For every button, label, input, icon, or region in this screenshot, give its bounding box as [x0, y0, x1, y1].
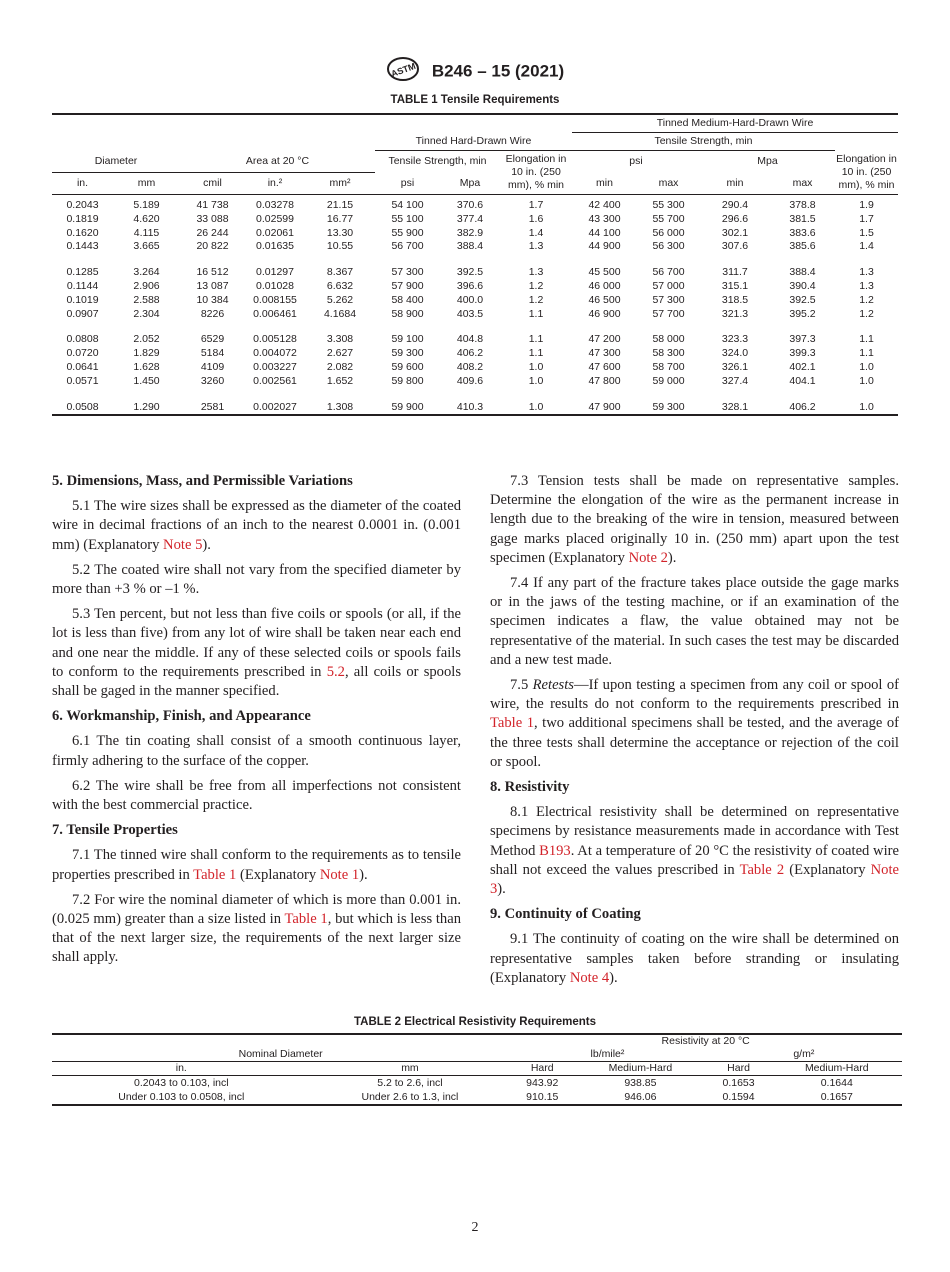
paragraph: [52, 561, 461, 599]
cross-reference-link[interactable]: Table 1: [193, 866, 237, 883]
table-cell: 59 900: [391, 400, 424, 413]
page-number: 2: [471, 1220, 479, 1235]
table-cell: 59 300: [391, 347, 424, 360]
table-cell: 1.2: [528, 293, 544, 306]
table-cell: 58 900: [391, 307, 424, 320]
table-cell: 13.30: [326, 226, 354, 239]
resistivity-header: Resistivity at 20 °C: [661, 1035, 750, 1047]
table-cell: 5184: [200, 347, 225, 360]
table-cell: 0.008155: [253, 293, 297, 306]
table-cell: 1.0: [859, 400, 874, 413]
unit-header: in.²: [267, 176, 283, 189]
table-cell: 4.115: [133, 226, 160, 239]
table-cell: 943.92: [526, 1077, 559, 1089]
table-cell: 0.1144: [66, 279, 99, 292]
unit-header: max: [792, 176, 813, 189]
text-segment: 5.2 The coated wire shall not vary from the specified diameter by more than +3 % or –1 %.: [52, 561, 461, 598]
table-cell: 42 400: [588, 199, 621, 211]
table-cell: 4.620: [133, 212, 160, 225]
column-header: mm: [401, 1062, 419, 1074]
table-cell: 6.632: [326, 279, 354, 292]
table-cell: 0.005128: [253, 333, 297, 346]
text-segment: ).: [497, 881, 506, 898]
table-row: [52, 294, 898, 308]
cross-reference-link[interactable]: Note 4: [569, 969, 610, 986]
table-cell: 59 300: [652, 400, 685, 413]
table-cell: 3.264: [133, 266, 160, 279]
unit-header: mm: [137, 176, 156, 189]
mpa-group-header: Mpa: [757, 155, 778, 168]
text-segment: ).: [609, 969, 618, 986]
table-cell: 4109: [200, 360, 225, 373]
table-cell: 0.006461: [253, 307, 297, 320]
table2-caption: TABLE 2 Electrical Resistivity Requirements: [353, 1016, 596, 1028]
table-cell: 328.1: [721, 400, 749, 413]
paragraph: [490, 472, 899, 568]
tensile-requirements-table: [52, 113, 898, 416]
table-cell: 406.2: [456, 347, 484, 360]
table-cell: 404.8: [456, 333, 484, 346]
text-segment: 5.1 The wire sizes shall be expressed as the diameter of the coated wire in decimal fractions of an inch to the nearest 0.0001 in. (0.001 mm) (Explanatory: [52, 498, 461, 553]
paragraph: [490, 676, 899, 772]
table-cell: 395.2: [789, 307, 816, 320]
table-cell: 1.3: [859, 279, 874, 292]
table-cell: 1.2: [859, 293, 874, 306]
medium-hard-group-header: Tinned Medium-Hard-Drawn Wire: [572, 114, 898, 133]
table-cell: 16 512: [196, 266, 229, 279]
table-cell: 400.0: [456, 293, 484, 306]
table-cell: 58 400: [391, 293, 424, 306]
text-segment: 8. Resistivity: [490, 779, 570, 796]
table-cell: 56 700: [652, 266, 685, 279]
table-cell: 378.8: [789, 199, 816, 211]
table-row: [52, 375, 898, 389]
table-cell: 1.9: [859, 199, 874, 211]
table-cell: 5.2 to 2.6, incl: [377, 1077, 443, 1089]
unit-header: cmil: [203, 176, 222, 189]
text-segment: 7.2 For wire the nominal diameter of which is more than 0.001 in. (0.025 mm) greater than a size listed in: [52, 891, 461, 928]
text-segment: , but which is less than that of the next larger size, the requirements of the next larger size shall apply.: [52, 911, 461, 966]
table-cell: 1.0: [528, 360, 544, 373]
psi-group-header: psi: [629, 155, 643, 168]
table-cell: 0.0720: [66, 347, 99, 360]
text-segment: 7. Tensile Properties: [52, 822, 178, 839]
section-heading: [490, 905, 899, 924]
table-cell: 47 900: [588, 400, 621, 413]
table-cell: 59 100: [391, 333, 424, 346]
table-cell: 2.906: [133, 279, 160, 292]
table-cell: 59 000: [652, 374, 685, 387]
table-cell: 323.3: [721, 333, 749, 346]
table-cell: 21.15: [326, 199, 354, 211]
table-cell: 1.1: [859, 347, 874, 360]
group-spacer: [52, 389, 898, 401]
table-cell: 383.6: [789, 226, 816, 239]
table-cell: 46 500: [588, 293, 621, 306]
table-cell: 58 300: [652, 347, 685, 360]
table-cell: 399.3: [789, 347, 816, 360]
table-cell: 59 600: [391, 360, 424, 373]
table-cell: 56 000: [652, 226, 685, 239]
paragraph: [52, 497, 461, 555]
table-cell: 402.1: [789, 360, 816, 373]
cross-reference-link[interactable]: Note 1: [319, 866, 360, 883]
table-cell: 0.0641: [66, 360, 99, 373]
table-cell: 4.1684: [323, 307, 357, 320]
table-cell: 3.665: [133, 240, 160, 253]
table-cell: 55 900: [391, 226, 424, 239]
medium-tensile-header: Tensile Strength, min: [572, 133, 835, 151]
text-segment: 6.1 The tin coating shall consist of a smooth continuous layer, firmly adhering to the surface of the copper.: [52, 733, 461, 769]
text-segment: 9. Continuity of Coating: [490, 906, 641, 923]
table-cell: 403.5: [456, 307, 484, 320]
table-cell: 55 100: [391, 212, 424, 225]
table-cell: 5.189: [133, 199, 160, 211]
table-row: [52, 1076, 902, 1091]
table-cell: 55 300: [652, 199, 685, 211]
table-cell: 1.2: [859, 307, 874, 320]
table-cell: 0.01297: [256, 266, 294, 279]
table-row: [52, 240, 898, 254]
table-cell: 370.6: [456, 199, 484, 211]
table-cell: 0.002561: [253, 374, 297, 387]
text-segment: . At a temperature of 20 °C the resistivity of coated wire shall not exceed the values prescribed in: [490, 842, 899, 878]
section-heading: [52, 472, 461, 491]
table-cell: 58 000: [652, 333, 685, 346]
table-cell: 56 700: [391, 240, 424, 253]
right-column: [490, 472, 899, 994]
unit-header: in.: [76, 176, 89, 189]
table-cell: 0.003227: [253, 360, 297, 373]
table-cell: 57 300: [391, 266, 424, 279]
table-cell: 324.0: [721, 347, 749, 360]
table-cell: 327.4: [721, 374, 749, 387]
table-cell: 1.3: [528, 266, 544, 279]
table-cell: Under 0.103 to 0.0508, incl: [118, 1091, 245, 1103]
text-segment: ).: [359, 866, 368, 883]
text-segment: 8.1 Electrical resistivity shall be determined on representative specimens by resistance measurements made in accordance with Test Method: [490, 804, 899, 859]
table-cell: 311.7: [722, 266, 748, 279]
table-cell: 0.1819: [66, 212, 99, 225]
table-row: [52, 347, 898, 361]
section-heading: [52, 821, 461, 840]
table-cell: 0.1285: [66, 266, 99, 279]
table-cell: 296.6: [721, 212, 749, 225]
group-spacer: [52, 254, 898, 266]
table-cell: 57 700: [652, 307, 685, 320]
text-segment: , two additional specimens shall be tested, and the average of the three tests shall determine the acceptance or rejection of the coil or spool.: [490, 715, 900, 770]
table-cell: 910.15: [526, 1091, 559, 1103]
table-cell: 6529: [200, 333, 225, 346]
table-cell: 47 600: [588, 360, 621, 373]
table-cell: 16.77: [326, 212, 354, 225]
unit-header: max: [658, 176, 679, 189]
table-cell: 409.6: [456, 374, 484, 387]
table-cell: 57 000: [652, 279, 685, 292]
text-segment: , all coils or spools shall be gaged in the manner specified.: [52, 663, 461, 700]
text-segment: 7.3 Tension tests shall be made on representative samples. Determine the elongation of the wire as the permanent increase in length due to the breaking of the wire in tension, measured between gage marks placed originally 10 in. (250 mm) apart upon the test specimen (Explanatory: [490, 473, 899, 566]
table-row: [52, 308, 898, 322]
table-cell: 2.052: [133, 333, 160, 346]
cross-reference-link[interactable]: Note 5: [163, 536, 203, 553]
table-cell: 0.01635: [256, 240, 294, 253]
text-segment: 7.4 If any part of the fracture takes place outside the gage marks or in the jaws of the testing machine, or if an examination of the specimen indicates a flaw, the value obtained may not be representative of the material. In such cases the test may be discarded and a new test made.: [490, 575, 899, 668]
column-header: Hard: [727, 1062, 750, 1074]
text-segment: ).: [667, 549, 677, 566]
table-cell: 1.0: [528, 400, 544, 413]
table-cell: 59 800: [391, 374, 424, 387]
table-cell: 388.4: [456, 240, 484, 253]
table-cell: 1.4: [528, 226, 544, 239]
table-cell: 392.5: [789, 293, 816, 306]
table-cell: 390.4: [789, 279, 816, 292]
section-heading: [490, 778, 899, 797]
table-cell: 1.2: [528, 279, 544, 292]
table-cell: 58 700: [652, 360, 685, 373]
table-cell: 0.0907: [66, 307, 99, 320]
astm-logo-icon: [386, 56, 420, 87]
table-cell: 57 900: [391, 279, 424, 292]
table-cell: 1.4: [859, 240, 874, 253]
table-cell: 0.0808: [66, 333, 99, 346]
table-cell: 2.304: [133, 307, 160, 320]
document-designation: B246 – 15 (2021): [431, 61, 565, 81]
unit-header: mm²: [329, 176, 351, 189]
text-segment: —If upon testing a specimen from any coil or spool of wire, the results do not conform to the requirements prescribed in: [490, 677, 900, 713]
resistivity-table: [52, 1033, 902, 1106]
paragraph: [52, 732, 461, 770]
table-cell: 1.308: [326, 400, 354, 413]
table-cell: 0.1594: [722, 1091, 755, 1103]
table-cell: 2.627: [326, 347, 354, 360]
table-cell: 0.0571: [66, 374, 99, 387]
svg-text:ASTM: ASTM: [389, 60, 417, 79]
table-cell: 5.262: [326, 293, 354, 306]
table-cell: 0.02061: [256, 226, 294, 239]
table-cell: 377.4: [456, 212, 484, 225]
table-cell: 1.0: [859, 374, 874, 387]
cross-reference-link[interactable]: B193: [539, 842, 571, 859]
paragraph: [52, 605, 461, 701]
left-column: [52, 472, 461, 974]
table-cell: 410.3: [456, 400, 484, 413]
table-cell: 1.3: [859, 266, 874, 279]
table-row: [52, 227, 898, 241]
table-cell: 1.450: [133, 374, 160, 387]
table-cell: 47 800: [588, 374, 621, 387]
table-cell: 54 100: [391, 199, 424, 211]
table-cell: 44 100: [588, 226, 621, 239]
table-cell: 0.01028: [256, 279, 294, 292]
table-cell: 1.1: [528, 333, 544, 346]
table-cell: 0.004072: [253, 347, 297, 360]
cross-reference-link[interactable]: Note 2: [628, 549, 668, 566]
table-cell: 13 087: [196, 279, 229, 292]
text-segment: 7.5: [510, 677, 533, 694]
text-segment: 9.1 The continuity of coating on the wire shall be determined on representative samples taken before stranding or insulating (Explanatory: [490, 931, 899, 986]
paragraph: [52, 777, 461, 815]
table-cell: 20 822: [196, 240, 229, 253]
table-cell: 1.7: [528, 199, 544, 211]
table-cell: 8226: [200, 307, 225, 320]
table-cell: 388.4: [789, 266, 816, 279]
text-segment: 6.2 The wire shall be free from all imperfections not consistent with the best commercial practice.: [52, 777, 461, 814]
table-cell: 396.6: [456, 279, 484, 292]
paragraph: [490, 803, 899, 899]
paragraph: [490, 930, 899, 988]
table-cell: 10 384: [196, 293, 229, 306]
g-m-header: g/m²: [793, 1048, 815, 1060]
table-cell: 321.3: [721, 307, 749, 320]
cross-reference-link[interactable]: Note 3: [490, 861, 899, 898]
table-row: [52, 266, 898, 280]
text-segment: Retests: [532, 677, 574, 694]
table-cell: 26 244: [196, 226, 229, 239]
table-cell: 0.1443: [66, 240, 99, 253]
table-cell: 47 200: [588, 333, 621, 346]
lb-mile-header: lb/mile²: [590, 1048, 625, 1060]
table-cell: 43 300: [588, 212, 621, 225]
table-row: [52, 401, 898, 416]
hard-elongation-header: Elongation in 10 in. (250 mm), % min: [505, 153, 567, 191]
text-segment: 7.1 The tinned wire shall conform to the requirements as to tensile properties prescribed in: [52, 847, 461, 883]
medium-elongation-header: Elongation in 10 in. (250 mm), % min: [836, 152, 897, 191]
table-cell: 392.5: [456, 266, 484, 279]
table-cell: 0.1620: [66, 226, 99, 239]
paragraph: [52, 891, 461, 968]
hard-group-header: Tinned Hard-Drawn Wire: [375, 133, 572, 151]
cross-reference-link[interactable]: 5.2: [326, 663, 345, 680]
table-cell: 44 900: [588, 240, 621, 253]
table-row: [52, 361, 898, 375]
table-cell: 1.1: [528, 307, 544, 320]
table-cell: 404.1: [789, 374, 816, 387]
table-cell: 0.1019: [66, 293, 99, 306]
table-cell: 1.0: [859, 360, 874, 373]
text-segment: (Explanatory: [236, 866, 320, 883]
table-cell: 946.06: [624, 1091, 657, 1103]
table-cell: 1.0: [528, 374, 544, 387]
hard-tensile-header: Tensile Strength, min: [388, 155, 487, 168]
table-cell: 46 000: [588, 279, 621, 292]
nominal-diameter-header: Nominal Diameter: [238, 1048, 323, 1060]
table-cell: 381.5: [789, 212, 816, 225]
table-cell: 1.652: [326, 374, 354, 387]
table1-caption: TABLE 1 Tensile Requirements: [390, 94, 560, 106]
table-cell: 385.6: [789, 240, 816, 253]
table-cell: 0.2043 to 0.103, incl: [134, 1077, 229, 1089]
table-row: [52, 280, 898, 294]
table-cell: 1.1: [859, 333, 874, 346]
table-cell: 3260: [200, 374, 225, 387]
table-cell: 0.1644: [820, 1077, 853, 1089]
table-row: [52, 213, 898, 227]
table-cell: 0.2043: [66, 199, 99, 211]
paragraph: [490, 574, 899, 670]
table-cell: 45 500: [588, 266, 621, 279]
table-cell: 2.082: [326, 360, 354, 373]
table-cell: 938.85: [624, 1077, 657, 1089]
table-cell: 57 300: [652, 293, 685, 306]
table-cell: 302.1: [721, 226, 749, 239]
table-cell: 318.5: [721, 293, 749, 306]
table-cell: 2.588: [133, 293, 160, 306]
unit-header: Mpa: [459, 176, 481, 189]
table-cell: 47 300: [588, 347, 621, 360]
table-cell: 382.9: [456, 226, 484, 239]
page-header: [0, 56, 950, 87]
table-cell: 46 900: [588, 307, 621, 320]
column-header: Hard: [530, 1062, 554, 1074]
text-segment: 5.3 Ten percent, but not less than five coils or spools (or all, if the lot is less than five) from any lot of wire shall be taken near each end and one near the middle. If any of these selected coils or spools fails to conform to the requirements prescribed in: [52, 606, 461, 680]
column-header: Medium-Hard: [804, 1062, 869, 1074]
table-cell: 3.308: [326, 333, 354, 346]
table-cell: 8.367: [326, 266, 354, 279]
table-cell: 290.4: [721, 199, 749, 211]
cross-reference-link[interactable]: Table 1: [284, 911, 328, 928]
table-cell: 326.1: [721, 360, 749, 373]
table-cell: 408.2: [456, 360, 484, 373]
diameter-header: Diameter: [52, 151, 180, 173]
unit-header: min: [596, 176, 613, 189]
cross-reference-link[interactable]: Table 2: [739, 861, 785, 878]
unit-header: psi: [400, 176, 415, 189]
text-segment: 6. Workmanship, Finish, and Appearance: [52, 708, 311, 725]
column-header: Medium-Hard: [608, 1062, 673, 1074]
table-cell: 41 738: [196, 199, 229, 211]
text-segment: ).: [202, 536, 211, 553]
section-heading: [52, 707, 461, 726]
table-cell: 0.1657: [820, 1091, 853, 1103]
table-cell: 0.03278: [256, 199, 294, 211]
table-cell: 0.002027: [253, 400, 297, 413]
table-cell: 1.1: [528, 347, 544, 360]
table-cell: 0.02599: [256, 212, 294, 225]
table-cell: 1.290: [133, 400, 160, 413]
group-spacer: [52, 321, 898, 333]
table-row: [52, 1090, 902, 1105]
table-cell: 0.1653: [722, 1077, 755, 1089]
text-segment: (Explanatory: [784, 861, 871, 878]
text-segment: 5. Dimensions, Mass, and Permissible Variations: [52, 473, 353, 489]
table-cell: 1.829: [133, 347, 160, 360]
table-cell: 33 088: [196, 212, 229, 225]
table-cell: 10.55: [326, 240, 354, 253]
table-cell: 1.3: [528, 240, 544, 253]
table-cell: 1.7: [859, 212, 874, 225]
table-row: [52, 333, 898, 347]
table-cell: 2581: [200, 400, 225, 413]
table-cell: 55 700: [652, 212, 685, 225]
table-cell: 1.6: [528, 212, 544, 225]
table-cell: 56 300: [652, 240, 685, 253]
table-cell: 307.6: [721, 240, 749, 253]
area-header: Area at 20 °C: [180, 151, 375, 173]
cross-reference-link[interactable]: Table 1: [490, 715, 534, 732]
table-cell: 406.2: [789, 400, 816, 413]
unit-header: min: [726, 176, 744, 189]
table-cell: 397.3: [789, 333, 816, 346]
table-row: [52, 195, 898, 213]
table-cell: 0.0508: [66, 400, 99, 413]
paragraph: [52, 846, 461, 884]
table-cell: 1.628: [133, 360, 160, 373]
column-header: in.: [175, 1062, 187, 1074]
table-cell: 315.1: [721, 279, 749, 292]
table-cell: 1.5: [859, 226, 874, 239]
table-cell: Under 2.6 to 1.3, incl: [361, 1091, 459, 1103]
